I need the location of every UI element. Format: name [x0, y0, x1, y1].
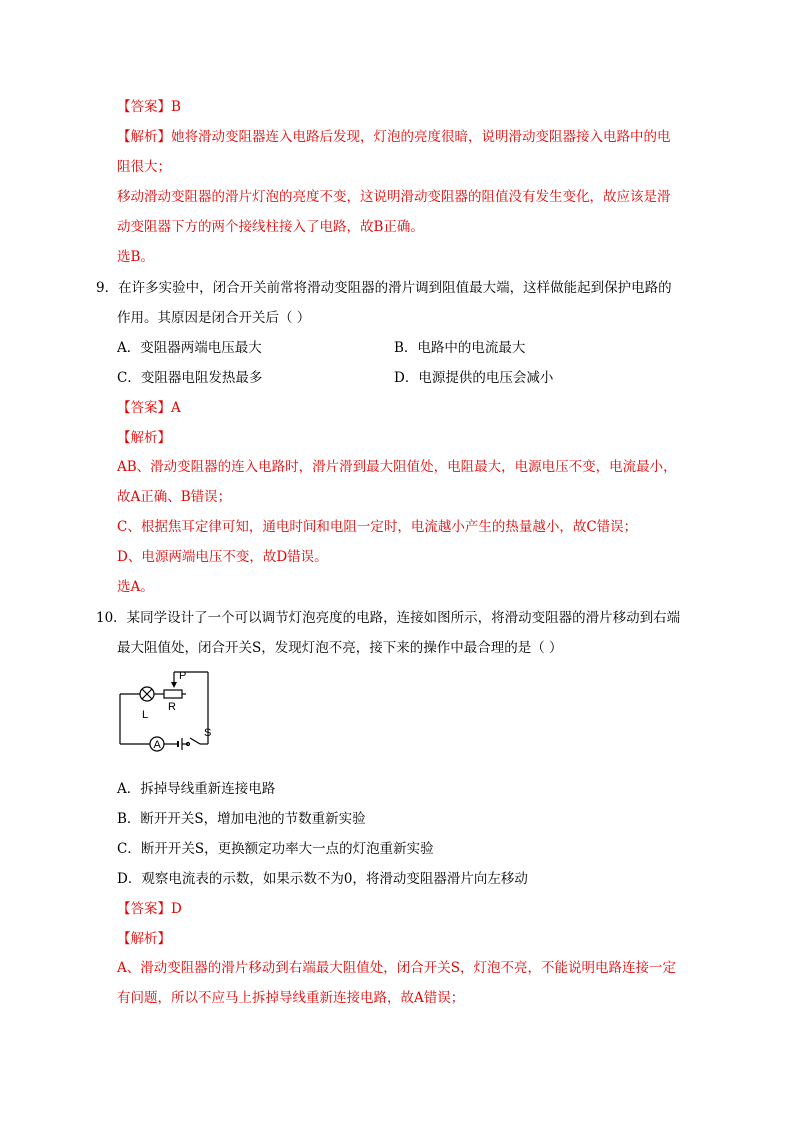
q9-stem: 作用。其原因是闭合开关后（ ）: [117, 310, 311, 326]
q10-option-b: B．断开开关S，增加电池的节数重新实验: [117, 811, 366, 827]
q9-answer: 【答案】A: [117, 400, 181, 416]
q9-stem: 9．在许多实验中，闭合开关前常将滑动变阻器的滑片调到阻值最大端，这样做能起到保护电路的: [96, 280, 672, 296]
q9-analysis-line: C、根据焦耳定律可知，通电时间和电阻一定时，电流越小产生的热量越小，故C错误；: [117, 519, 638, 535]
q9-analysis-line: 故A正确、B错误；: [117, 489, 232, 505]
q8-analysis-line: 【解析】她将滑动变阻器连入电路后发现，灯泡的亮度很暗，说明滑动变阻器接入电路中的电: [117, 129, 671, 145]
q10-analysis-line: A、滑动变阻器的滑片移动到右端最大阻值处，闭合开关S，灯泡不亮，不能说明电路连接一定: [117, 960, 676, 976]
q9-analysis-line: D、电源两端电压不变，故D错误。: [117, 549, 328, 565]
q8-analysis-line: 移动滑动变阻器的滑片灯泡的亮度不变，这说明滑动变阻器的阻值没有发生变化，故应该是滑: [117, 189, 671, 205]
q10-analysis-line: 有问题，所以不应马上拆掉导线重新连接电路，故A错误；: [117, 990, 465, 1006]
switch-icon: [190, 738, 200, 744]
q8-answer: 【答案】B: [117, 99, 181, 115]
label-a: A: [153, 739, 161, 751]
label-l: L: [142, 709, 149, 721]
q10-analysis-label: 【解析】: [117, 931, 171, 947]
q10-option-c: C．断开开关S，更换额定功率大一点的灯泡重新实验: [117, 841, 434, 857]
q10-stem: 10．某同学设计了一个可以调节灯泡亮度的电路，连接如图所示，将滑动变阻器的滑片移动到右端: [96, 610, 681, 626]
q9-analysis-label: 【解析】: [117, 430, 171, 446]
label-p: P: [179, 670, 187, 682]
q9-analysis-line: AB、滑动变阻器的连入电路时，滑片滑到最大阻值处，电阻最大，电源电压不变，电流最小，: [117, 459, 677, 475]
circuit-diagram: [112, 664, 232, 760]
q10-option-d: D．观察电流表的示数，如果示数不为0，将滑动变阻器滑片向左移动: [117, 871, 528, 887]
q8-conclusion: 选B。: [117, 249, 154, 265]
resistor-icon: [164, 690, 182, 698]
slider-arrow-icon: [171, 682, 177, 688]
q8-analysis-line: 动变阻器下方的两个接线柱接入了电路，故B正确。: [117, 219, 424, 235]
q9-conclusion: 选A。: [117, 579, 154, 595]
q10-option-a: A．拆掉导线重新连接电路: [117, 781, 276, 797]
q9-option-d: D．电源提供的电压会减小: [394, 370, 554, 386]
q8-analysis-line: 阻很大；: [117, 159, 171, 175]
q10-stem: 最大阻值处，闭合开关S，发现灯泡不亮，接下来的操作中最合理的是（ ）: [117, 640, 563, 656]
label-r: R: [168, 701, 176, 713]
q10-answer: 【答案】D: [117, 901, 182, 917]
label-s: S: [204, 727, 212, 739]
q9-option-b: B．电路中的电流最大: [394, 340, 526, 356]
q9-option-c: C．变阻器电阻发热最多: [117, 370, 263, 386]
q9-option-a: A．变阻器两端电压最大: [117, 340, 262, 356]
